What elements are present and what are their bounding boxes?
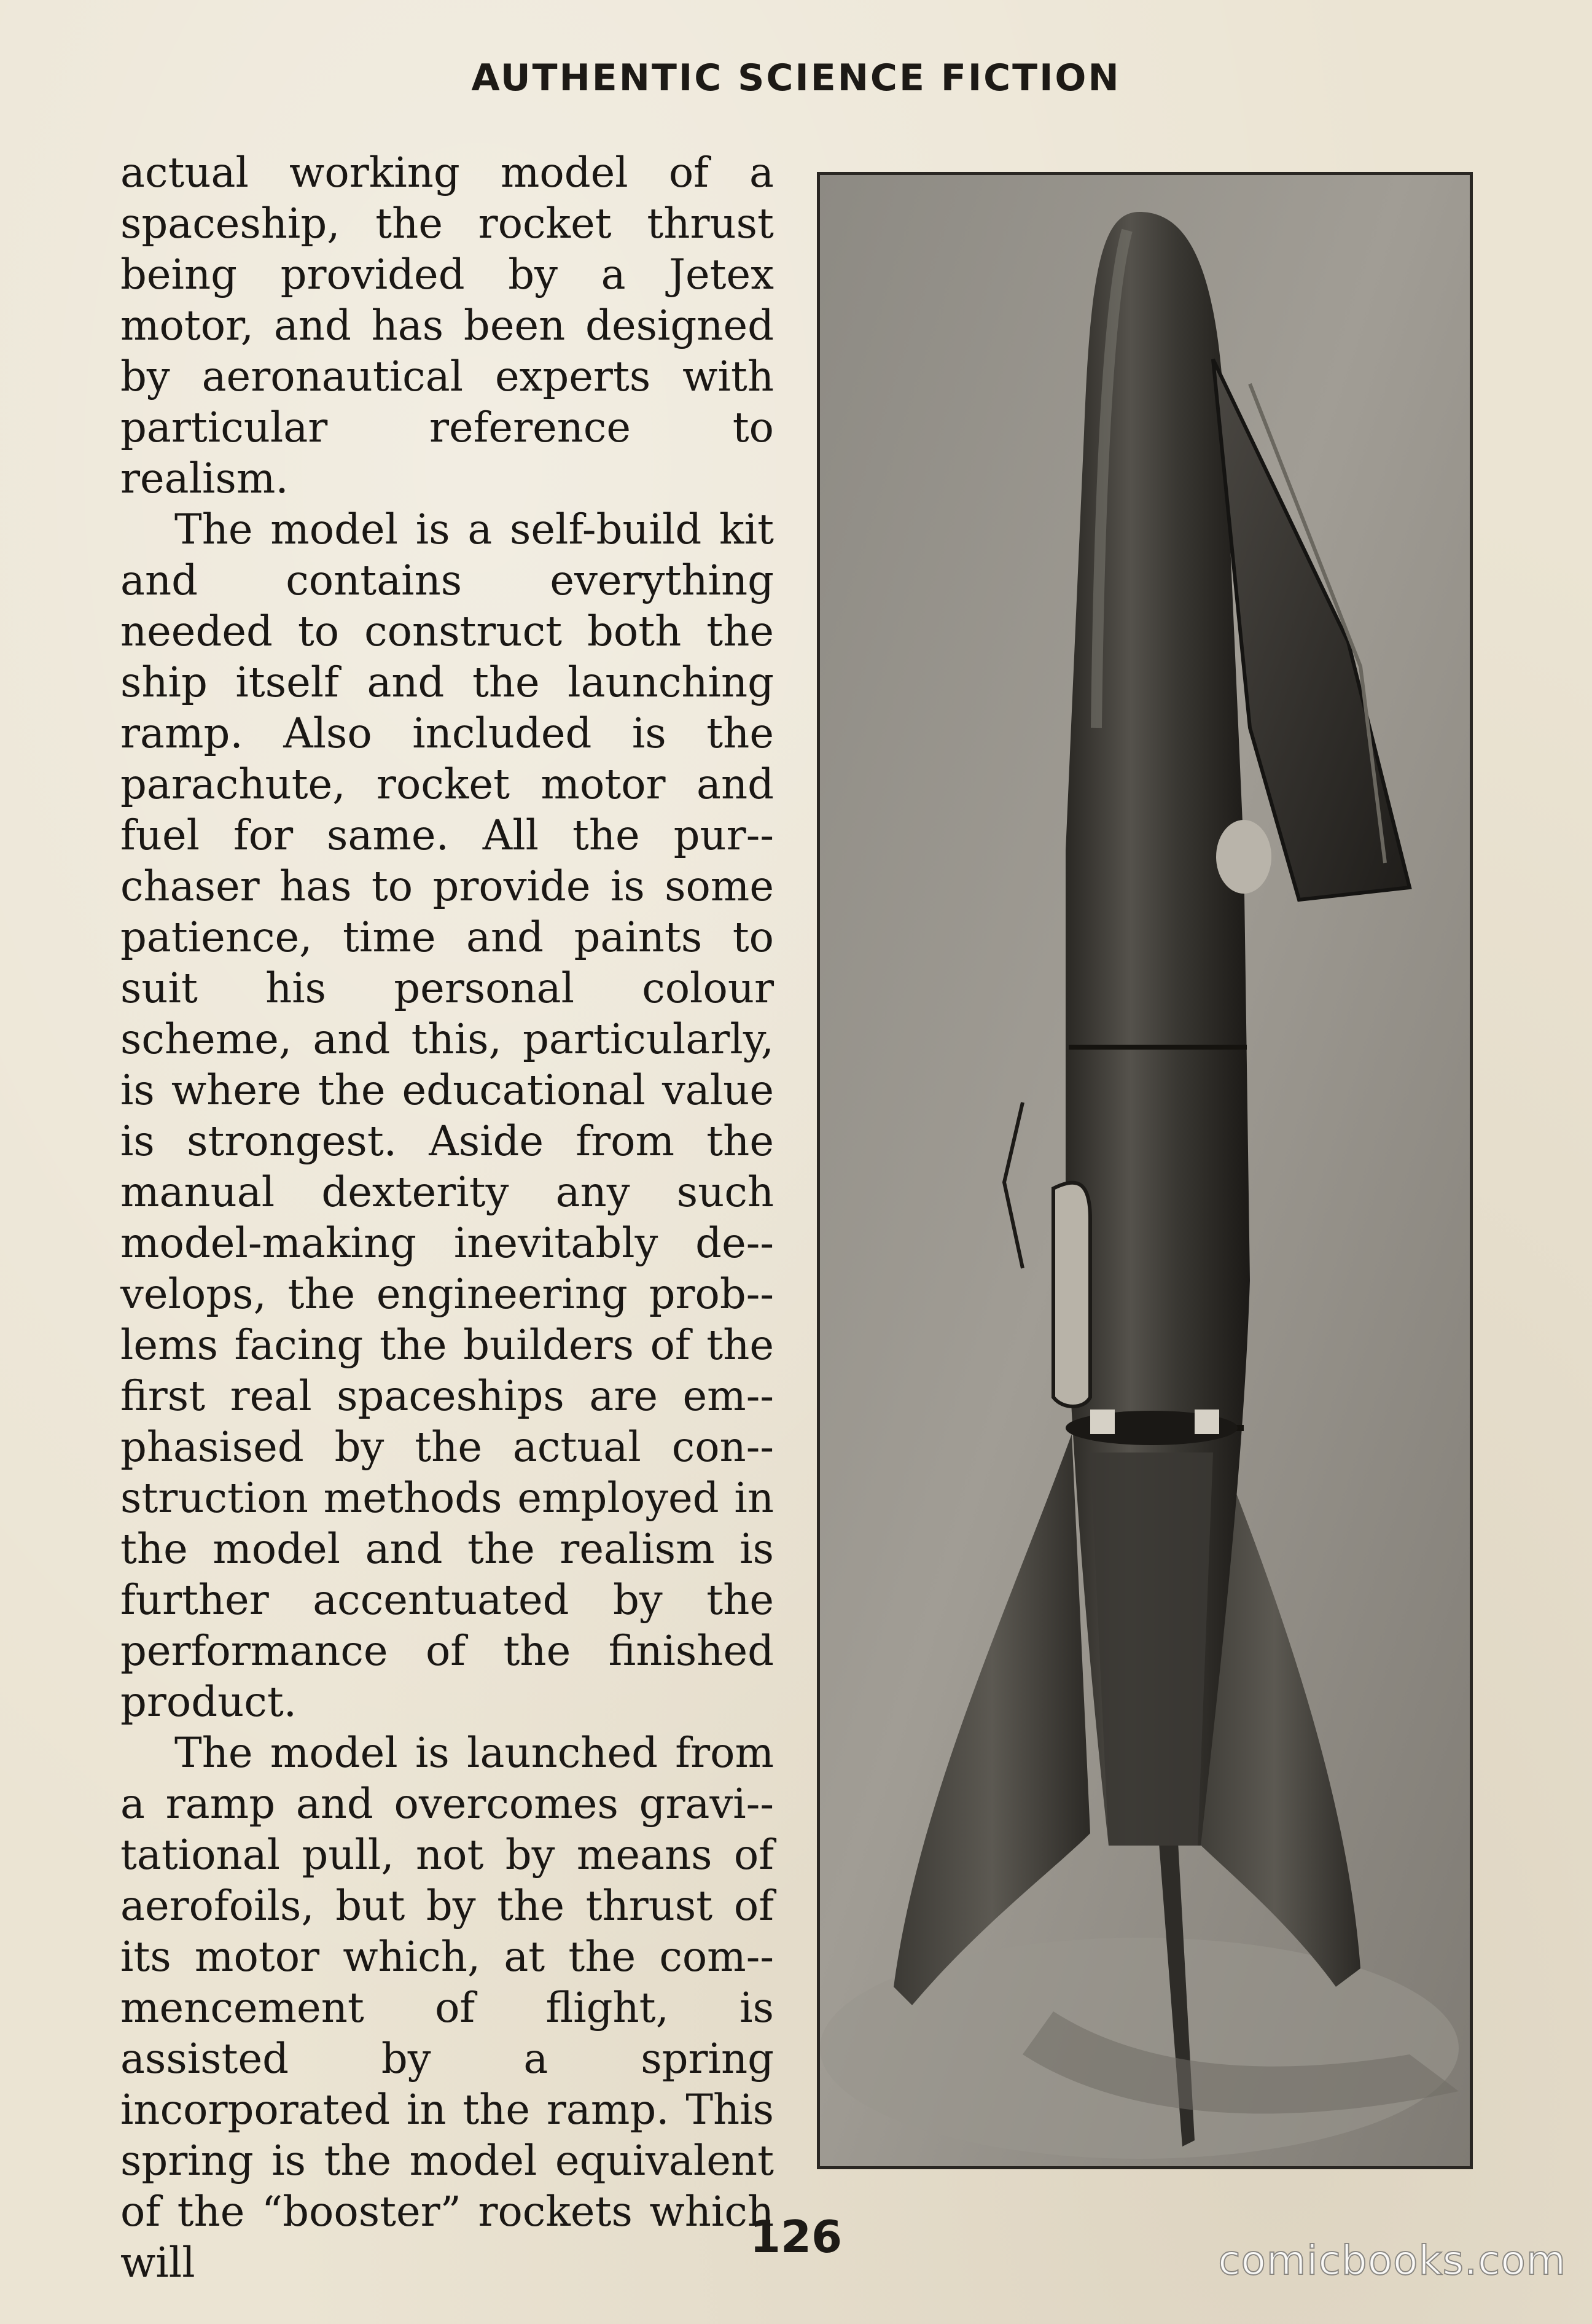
article-paragraph-1: actual working model of a spaceship, the rocket thrust being provided by a Jetex motor, and has been designed by aeronautical experts with particular reference to realism.: [120, 149, 774, 502]
watermark: comicbooks.com: [1218, 2237, 1566, 2284]
article-paragraph-2: The model is a self-build kit and contains everything needed to construct both the ship itself and the launching ramp. Also included is the parachute, rocket motor and fuel for same. All the pur-chaser has to provide is some patience, time and paints to suit his personal colour scheme, and this, particularly, is where the educational value is strongest. Aside from the manual dexterity any such model-making inevitably de-velops, the engineering prob-lems facing the builders of the first real spaceships are em-phasised by the actual con-struction methods employed in the model and the realism is further accentuated by the performance of the finished product.: [120, 505, 774, 1726]
rocket-model-photo-icon: [820, 175, 1470, 2166]
running-head: AUTHENTIC SCIENCE FICTION: [471, 57, 1121, 99]
article-paragraph-3: The model is launched from a ramp and overcomes gravi-tational pull, not by means of aerofoils, but by the thrust of its motor which, at the com-mencement of flight, is assisted by a spring incorporated in the ramp. This spring is the model equivalent of the “booster” rockets which will: [120, 1729, 774, 2287]
article-text-column: [120, 147, 774, 2288]
rocket-photo: [817, 172, 1473, 2169]
page-number: 126: [749, 2211, 843, 2263]
